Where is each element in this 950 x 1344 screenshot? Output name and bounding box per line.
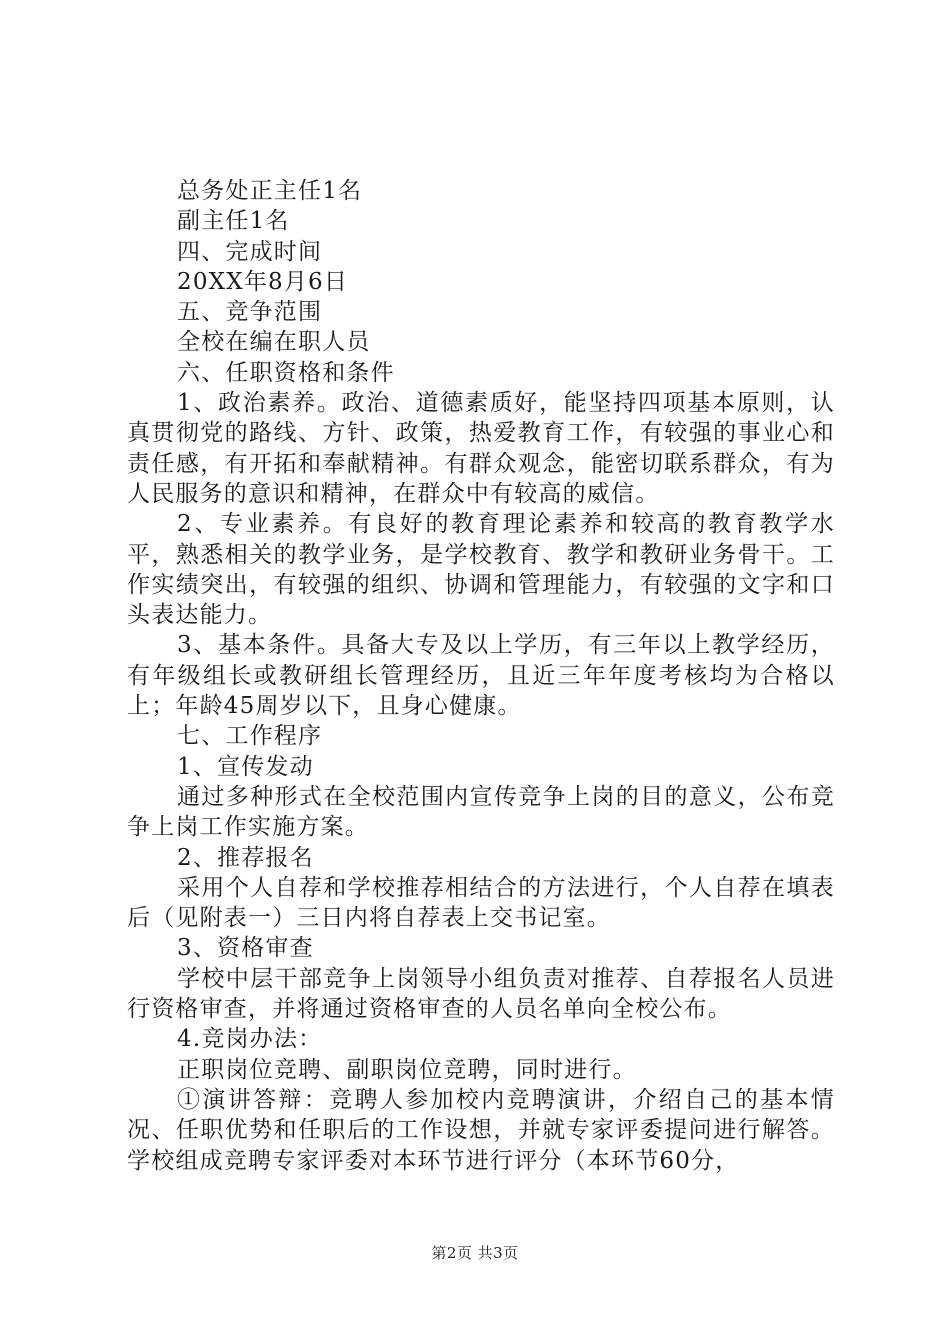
- subheading: 3、资格审查: [177, 935, 314, 962]
- section-heading: 六、任职资格和条件: [177, 359, 395, 386]
- text-line: 20XX年8月6日: [177, 268, 349, 295]
- subheading: 4.竞岗办法：: [177, 1026, 323, 1053]
- section-heading: 四、完成时间: [177, 238, 323, 265]
- paragraph: 1、政治素养。政治、道德素质好，能坚持四项基本原则，认真贯彻党的路线、方针、政策，热爱教育工作，有较强的事业心和责任感，有开拓和奉献精神。有群众观念，能密切联系群众，有为人民服务的意识和精神，在群众中有较高的威信。: [127, 390, 835, 507]
- paragraph: 采用个人自荐和学校推荐相结合的方法进行，个人自荐在填表后（见附表一）三日内将自荐表上交书记室。: [127, 874, 835, 932]
- paragraph: 通过多种形式在全校范围内宣传竞争上岗的目的意义，公布竞争上岗工作实施方案。: [127, 783, 835, 841]
- subheading: 1、宣传发动: [177, 753, 314, 780]
- paragraph: 学校中层干部竞争上岗领导小组负责对推荐、自荐报名人员进行资格审查，并将通过资格审查的人员名单向全校公布。: [127, 965, 835, 1023]
- text-line: 副主任1名: [177, 208, 290, 235]
- text-line: 全校在编在职人员: [177, 329, 371, 356]
- section-heading: 五、竞争范围: [177, 299, 323, 326]
- paragraph: 正职岗位竞聘、副职岗位竞聘，同时进行。: [177, 1056, 637, 1083]
- paragraph: ①演讲答辩：竞聘人参加校内竞聘演讲，介绍自己的基本情况、任职优势和任职后的工作设想，并就专家评委提问进行解答。学校组成竞聘专家评委对本环节进行评分（本环节60分，: [127, 1086, 835, 1174]
- text-line: 总务处正主任1名: [177, 178, 363, 204]
- document-body: [127, 176, 835, 1176]
- subheading: 2、推荐报名: [177, 844, 314, 871]
- page-footer: 第2页 共3页: [431, 1244, 519, 1262]
- paragraph: 3、基本条件。具备大专及以上学历，有三年以上教学经历，有年级组长或教研组长管理经历，且近三年年度考核均为合格以上；年龄45周岁以下，且身心健康。: [127, 632, 835, 720]
- paragraph: 2、专业素养。有良好的教育理论素养和较高的教育教学水平，熟悉相关的教学业务，是学校教育、教学和教研业务骨干。工作实绩突出，有较强的组织、协调和管理能力，有较强的文字和口头表达能力。: [127, 511, 835, 629]
- section-heading: 七、工作程序: [177, 723, 323, 750]
